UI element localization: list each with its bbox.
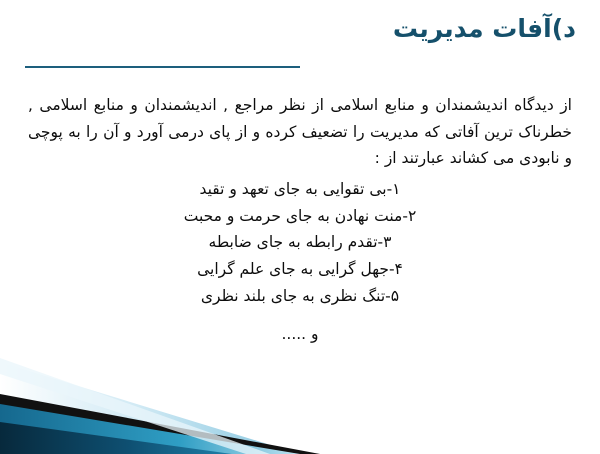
list-item: ۴-جهل گرایی به جای علم گرایی (197, 259, 403, 278)
afat-list (28, 176, 572, 309)
list-item: ۳-تقدم رابطه به جای ضابطه (208, 233, 392, 252)
page-title: د)آفات مدیریت (392, 14, 576, 43)
slide-body (28, 92, 572, 348)
list-item: ۵-تنگ نظری به جای بلند نظری (200, 286, 400, 305)
decorative-ribbon (0, 344, 600, 454)
list-item: ۱-بی تقوایی به جای تعهد و تقید (199, 179, 401, 198)
list-continuation: و ..... (281, 325, 319, 344)
body-paragraph: از دیدگاه اندیشمندان و منابع اسلامی از نظر مراجع , اندیشمندان و منابع اسلامی , خطرناک ترین آفاتی که مدیریت را تضعیف کرده و از پای درمی آورد و آن را به پوچی و نابودی می کشاند عبارتند از : (28, 96, 572, 168)
list-item: ۲-منت نهادن به جای حرمت و محبت (183, 206, 417, 225)
title-underline (25, 66, 300, 68)
